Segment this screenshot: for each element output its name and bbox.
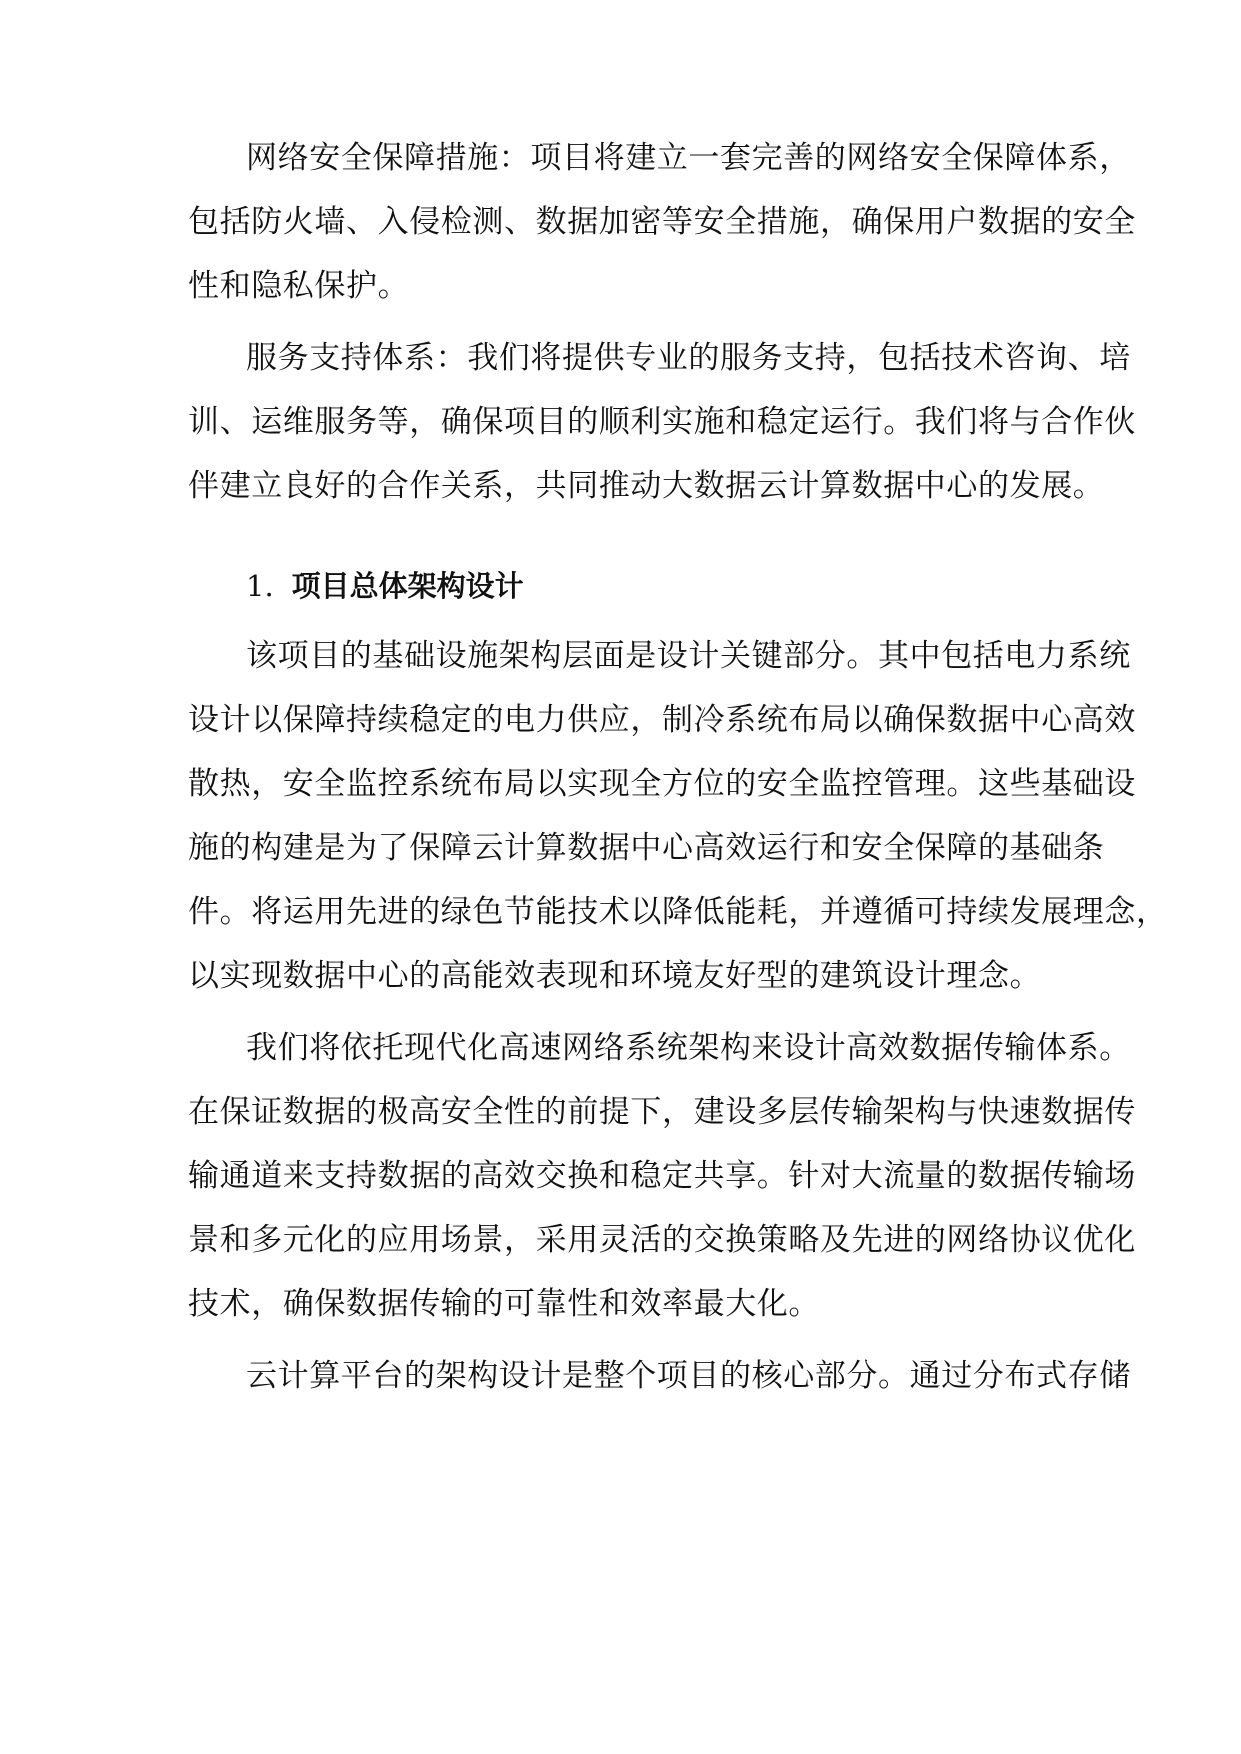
paragraph-line: 性和隐私保护。 xyxy=(188,268,410,304)
paragraph-line: 训、运维服务等，确保项目的顺利实施和稳定运行。我们将与合作伙 xyxy=(188,404,1136,440)
paragraph-line: 施的构建是为了保障云计算数据中心高效运行和安全保障的基础条 xyxy=(188,830,1105,866)
section-title: 项目总体架构设计 xyxy=(291,569,524,603)
paragraph-line: 云计算平台的架构设计是整个项目的核心部分。通过分布式存储 xyxy=(246,1358,1131,1394)
section-number: 1. xyxy=(246,569,274,603)
paragraph-line: 件。将运用先进的绿色节能技术以降低能耗，并遵循可持续发展理念， xyxy=(188,894,1168,930)
paragraph-line: 输通道来支持数据的高效交换和稳定共享。针对大流量的数据传输场 xyxy=(188,1158,1136,1194)
section-heading xyxy=(246,566,524,606)
paragraph-line: 景和多元化的应用场景，采用灵活的交换策略及先进的网络协议优化 xyxy=(188,1222,1136,1258)
paragraph-line: 该项目的基础设施架构层面是设计关键部分。其中包括电力系统 xyxy=(246,638,1131,674)
paragraph-line: 伴建立良好的合作关系，共同推动大数据云计算数据中心的发展。 xyxy=(188,468,1105,504)
paragraph-line: 设计以保障持续稳定的电力供应，制冷系统布局以确保数据中心高效 xyxy=(188,702,1136,738)
paragraph-line: 在保证数据的极高安全性的前提下，建设多层传输架构与快速数据传 xyxy=(188,1094,1136,1130)
paragraph-line: 服务支持体系：我们将提供专业的服务支持，包括技术咨询、培 xyxy=(246,340,1131,376)
paragraph-line: 我们将依托现代化高速网络系统架构来设计高效数据传输体系。 xyxy=(246,1030,1131,1066)
paragraph-line: 散热，安全监控系统布局以实现全方位的安全监控管理。这些基础设 xyxy=(188,766,1136,802)
paragraph-line: 包括防火墙、入侵检测、数据加密等安全措施，确保用户数据的安全 xyxy=(188,204,1136,240)
paragraph-line: 网络安全保障措施：项目将建立一套完善的网络安全保障体系， xyxy=(246,140,1131,176)
paragraph-line: 以实现数据中心的高能效表现和环境友好型的建筑设计理念。 xyxy=(188,958,1042,994)
paragraph-line: 技术，确保数据传输的可靠性和效率最大化。 xyxy=(188,1286,820,1322)
